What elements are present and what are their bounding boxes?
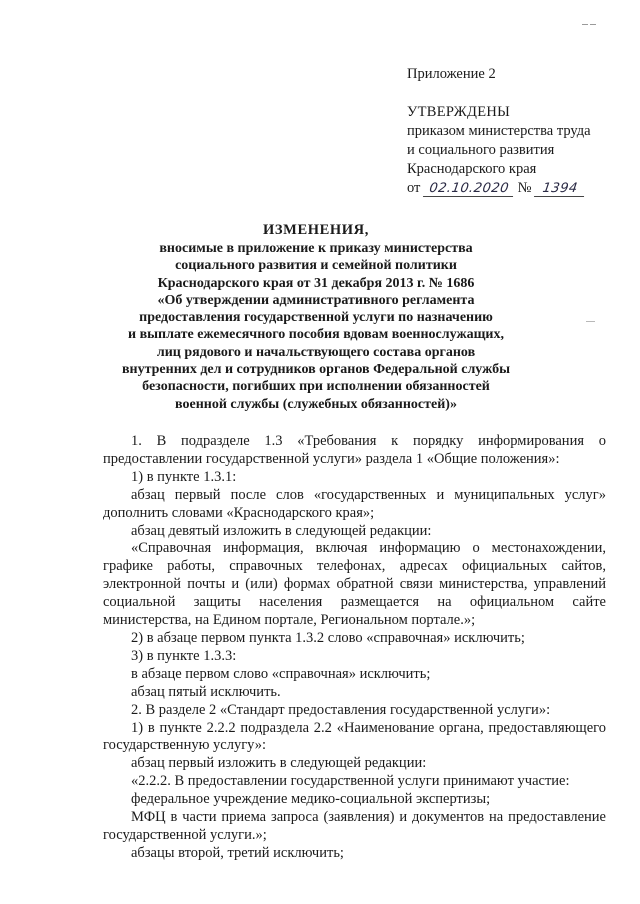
paragraph: абзац девятый изложить в следующей редакции: bbox=[131, 522, 432, 539]
document-body bbox=[103, 433, 606, 863]
paragraph: федеральное учреждение медико-социальной экспертизы; bbox=[131, 791, 491, 808]
approval-date-line bbox=[407, 179, 591, 198]
scan-edge-mark bbox=[586, 321, 595, 322]
paragraph: «2.2.2. В предоставлении государственной услуги принимают участие: bbox=[131, 773, 570, 790]
title-line: лиц рядового и начальствующего состава органов bbox=[156, 344, 476, 360]
title-line: Краснодарского края от 31 декабря 2013 г. № 1686 bbox=[157, 275, 475, 291]
number-label: № bbox=[517, 180, 532, 196]
paragraph: абзац первый после слов «государственных и муниципальных услуг» дополнить словами «Краснодарского края»; bbox=[103, 486, 606, 521]
handwritten-date: 02.10.2020 bbox=[423, 182, 515, 197]
title-main: ИЗМЕНЕНИЯ, bbox=[263, 222, 369, 238]
title-line: безопасности, погибших при исполнении обязанностей bbox=[142, 379, 490, 395]
handwritten-number: 1394 bbox=[534, 182, 586, 197]
approval-line: приказом министерства труда bbox=[407, 123, 591, 139]
paragraph: МФЦ в части приема запроса (заявления) и документов на предоставление государственной услуги.»; bbox=[103, 809, 606, 843]
paragraph: 1) в пункте 2.2.2 подраздела 2.2 «Наименование органа, предоставляющего государственную услугу»: bbox=[103, 719, 606, 754]
from-label: от bbox=[407, 180, 421, 196]
title-line: социального развития и семейной политики bbox=[175, 258, 457, 274]
title-line: вносимые в приложение к приказу министерства bbox=[159, 241, 473, 256]
approval-block bbox=[407, 65, 591, 198]
title-line: военной службы (служебных обязанностей)» bbox=[175, 396, 457, 412]
title-line: и выплате ежемесячного пособия вдовам военнослужащих, bbox=[128, 327, 504, 343]
document-title bbox=[96, 220, 536, 413]
paragraph: 1. В подразделе 1.3 «Требования к порядку информирования о предоставлении государственной услуги» раздела 1 «Общие положения»: bbox=[103, 433, 606, 467]
title-line: «Об утверждении административного регламента bbox=[157, 292, 475, 308]
paragraph: в абзаце первом слово «справочная» исключить; bbox=[131, 665, 431, 682]
approval-line: Краснодарского края bbox=[407, 161, 537, 177]
paragraph: 2) в абзаце первом пункта 1.3.2 слово «справочная» исключить; bbox=[131, 629, 525, 646]
approved-heading: УТВЕРЖДЕНЫ bbox=[407, 104, 511, 120]
paragraph: абзац пятый исключить. bbox=[131, 683, 281, 700]
approval-line: и социального развития bbox=[407, 142, 555, 158]
paragraph: абзацы второй, третий исключить; bbox=[131, 844, 344, 861]
scan-corner-mark bbox=[582, 24, 596, 25]
paragraph: 1) в пункте 1.3.1: bbox=[131, 468, 237, 485]
title-line: предоставления государственной услуги по назначению bbox=[139, 310, 493, 326]
paragraph: «Справочная информация, включая информацию о местонахождении, графике работы, справочных телефонах, адресах официальных сайтов, электронной почты и (или) формах обратной связи министерства, управлений социальной защиты населения размещается на официальном сайте министерства, на Едином портале, Региональном портале.»; bbox=[103, 540, 606, 629]
paragraph: 3) в пункте 1.3.3: bbox=[131, 647, 237, 664]
title-line: внутренних дел и сотрудников органов Федеральной службы bbox=[121, 362, 511, 378]
paragraph: абзац первый изложить в следующей редакции: bbox=[131, 755, 427, 772]
appendix-label: Приложение 2 bbox=[407, 66, 496, 82]
paragraph: 2. В разделе 2 «Стандарт предоставления государственной услуги»: bbox=[131, 701, 551, 718]
